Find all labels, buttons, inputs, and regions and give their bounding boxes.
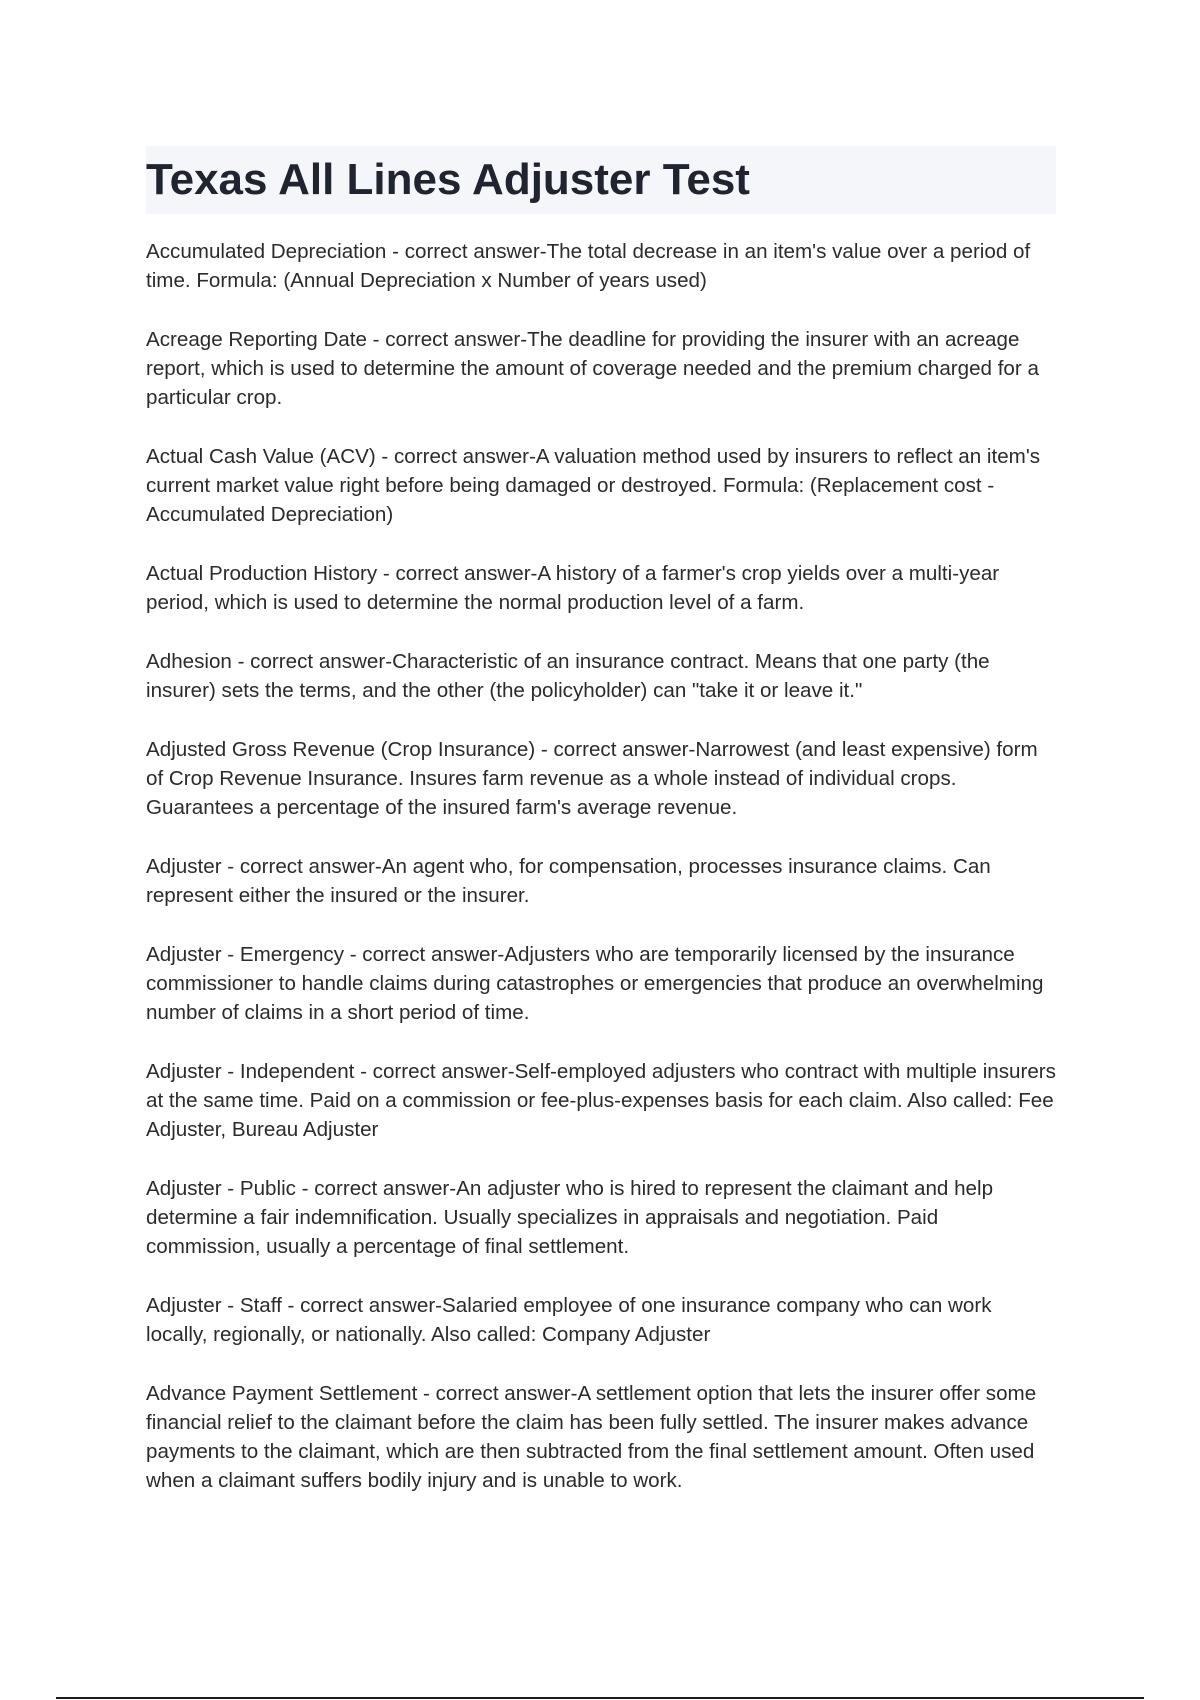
glossary-entry: Adhesion - correct answer-Characteristic of an insurance contract. Means that one party (the insurer) sets the terms, and the other (the policyholder) can "take it or leave it." xyxy=(146,650,990,702)
footer-divider xyxy=(56,1697,1144,1699)
glossary-entry: Adjuster - Staff - correct answer-Salaried employee of one insurance company who can work locally, regionally, or nationally. Also called: Company Adjuster xyxy=(146,1294,992,1346)
glossary-entry: Adjusted Gross Revenue (Crop Insurance) - correct answer-Narrowest (and least expensive) form of Crop Revenue Insurance. Insures farm revenue as a whole instead of individual crops. Guarantees a percentage of the insured farm's average revenue. xyxy=(146,738,1038,819)
glossary-entry: Adjuster - correct answer-An agent who, for compensation, processes insurance claims. Can represent either the insured or the insurer. xyxy=(146,855,991,907)
title-banner xyxy=(146,146,1056,214)
glossary-entry: Adjuster - Emergency - correct answer-Adjusters who are temporarily licensed by the insurance commissioner to handle claims during catastrophes or emergencies that produce an overwhelming number of claims in a short period of time. xyxy=(146,943,1044,1024)
glossary-entry: Actual Production History - correct answer-A history of a farmer's crop yields over a multi-year period, which is used to determine the normal production level of a farm. xyxy=(146,562,1000,614)
glossary-entry: Acreage Reporting Date - correct answer-The deadline for providing the insurer with an acreage report, which is used to determine the amount of coverage needed and the premium charged for a particular crop. xyxy=(146,328,1039,409)
glossary-entry: Actual Cash Value (ACV) - correct answer-A valuation method used by insurers to reflect an item's current market value right before being damaged or destroyed. Formula: (Replacement cost - Accumulated Depreciation) xyxy=(146,445,1041,526)
glossary-entry: Adjuster - Independent - correct answer-Self-employed adjusters who contract with multiple insurers at the same time. Paid on a commission or fee-plus-expenses basis for each claim. Also called: Fee Adjuster, Bureau Adjuster xyxy=(146,1060,1056,1141)
glossary-entry: Advance Payment Settlement - correct answer-A settlement option that lets the insurer offer some financial relief to the claimant before the claim has been fully settled. The insurer makes advance payments to the claimant, which are then subtracted from the final settlement amount. Often used when a claimant suffers bodily injury and is unable to work. xyxy=(146,1382,1037,1492)
glossary-entry: Adjuster - Public - correct answer-An adjuster who is hired to represent the claimant and help determine a fair indemnification. Usually specializes in appraisals and negotiation. Paid commission, usually a percentage of final settlement. xyxy=(146,1177,994,1258)
document-page xyxy=(146,146,1056,1525)
glossary-entries xyxy=(146,237,1056,1495)
glossary-entry: Accumulated Depreciation - correct answer-The total decrease in an item's value over a period of time. Formula: (Annual Depreciation x Number of years used) xyxy=(146,240,1031,292)
document-title: Texas All Lines Adjuster Test xyxy=(146,155,750,204)
